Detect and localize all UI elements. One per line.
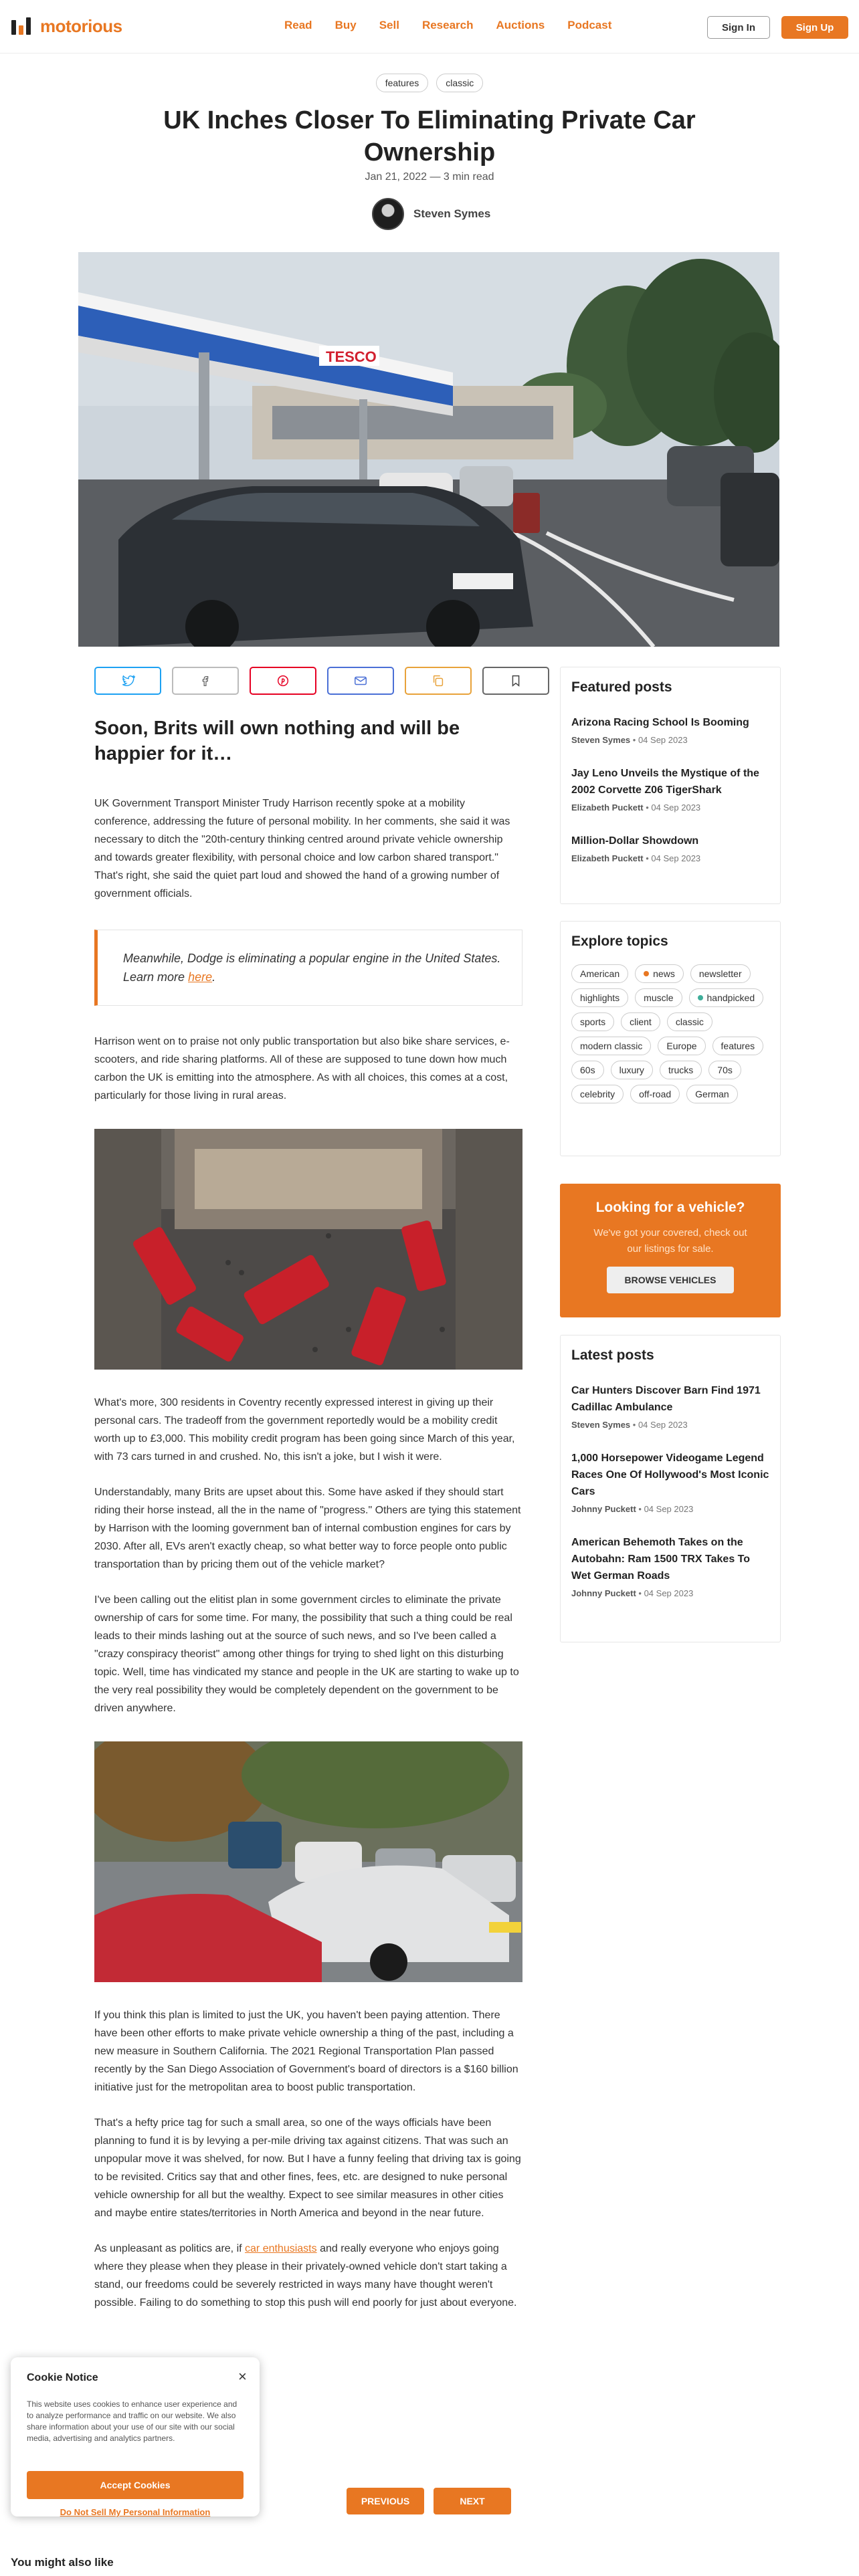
paragraph-text: and really everyone who enjoys going where they please when they please in their privately-owned vehicle don't start taking a stand, our freedoms could be severely restricted in ways many have thought weren't possible. Failing to do something to stop this push will end poorly for just about everyone. [94, 2243, 517, 2309]
topic-client[interactable]: client [621, 1012, 660, 1031]
explore-topics-title: Explore topics [571, 934, 668, 949]
logo-text: motorious [40, 15, 122, 36]
nav-podcast[interactable]: Podcast [567, 19, 612, 31]
tag-features[interactable]: features [376, 74, 429, 92]
sign-up-button[interactable]: Sign Up [781, 16, 848, 39]
site-header [0, 0, 859, 53]
topic-label: handpicked [706, 992, 755, 1003]
paragraph-text: As unpleasant as politics are, if [94, 2243, 246, 2254]
topic-classic[interactable]: classic [667, 1012, 712, 1031]
post-meta: Johnny Puckett • 04 Sep 2023 [571, 1588, 694, 1598]
sign-in-button[interactable]: Sign In [707, 16, 770, 39]
vehicle-promo-title: Looking for a vehicle? [595, 1200, 745, 1215]
latest-post[interactable] [561, 1534, 780, 1598]
cookie-text: This website uses cookies to enhance user experience and to analyze performance and traffic on our website. We also share information about your use of our site with our social media, advertising and analytics partners. [27, 2399, 237, 2443]
email-icon [353, 673, 368, 688]
post-date: 04 Sep 2023 [644, 1504, 694, 1514]
post-date: 04 Sep 2023 [651, 853, 701, 863]
post-title[interactable]: American Behemoth Takes on the Autobahn: Ram 1500 TRX Takes To Wet German Roads [571, 1537, 751, 1582]
vehicle-promo [560, 1184, 781, 1317]
share-email-button[interactable] [327, 667, 394, 695]
logo-icon [11, 15, 33, 37]
hero-illustration [78, 252, 779, 647]
car-enthusiasts-link[interactable]: car enthusiasts [245, 2243, 317, 2254]
copy-icon [431, 673, 446, 688]
you-might-also-like-heading: You might also like [11, 2556, 114, 2569]
author-avatar [372, 198, 404, 230]
post-title[interactable]: Jay Leno Unveils the Mystique of the 2002 Corvette Z06 TigerShark [571, 768, 759, 796]
latest-post[interactable] [561, 1450, 780, 1514]
post-title[interactable]: Car Hunters Discover Barn Find 1971 Cadillac Ambulance [571, 1385, 761, 1413]
paragraph: If you think this plan is limited to just the UK, you haven't been paying attention. There have been other efforts to make private vehicle ownership a thing of the past, including a new measure in Southern California. The 2021 Regional Transportation Plan passed recently by the San Diego Association of Government's board of directors is a $160 billion initiative just for the metropolitan area to boost public transportation. [94, 2010, 518, 2093]
share-copy-button[interactable] [405, 667, 472, 695]
article-image-queue [94, 1741, 522, 1982]
topic-celebrity[interactable]: celebrity [571, 1085, 624, 1103]
twitter-icon [120, 673, 135, 688]
featured-post[interactable] [561, 833, 780, 863]
topic-off-road[interactable]: off-road [630, 1085, 680, 1103]
post-meta: Steven Symes • 04 Sep 2023 [571, 1420, 688, 1430]
cookie-notice [11, 2357, 260, 2516]
post-date: 04 Sep 2023 [651, 802, 701, 813]
post-date: 04 Sep 2023 [638, 1420, 688, 1430]
read-time: 3 min read [443, 171, 494, 183]
paragraph: Harrison went on to praise not only public transportation but also bike share services, e-scooters, and ride sharing platforms. All of these are supposed to tune down how much carbon the UK is emitting into the atmosphere. As with all choices, this comes at a cost, particularly for those living in rural areas. [94, 1036, 510, 1101]
post-author: Steven Symes [571, 735, 631, 745]
post-author: Johnny Puckett [571, 1504, 636, 1514]
paragraph: What's more, 300 residents in Coventry recently expressed interest in giving up their personal cars. The tradeoff from the government reportedly would be a mobility credit worth up to £3,000. This mobility credit program has been going since March of this year, with 73 cars turned in and crushed. No, this isn't a joke, but I wish it were. [94, 1397, 515, 1463]
post-meta: Elizabeth Puckett • 04 Sep 2023 [571, 853, 701, 863]
callout-link[interactable]: here [188, 970, 213, 984]
bookmark-button[interactable] [482, 667, 549, 695]
topic-american[interactable]: American [571, 964, 628, 983]
main-nav [273, 19, 623, 32]
topic-news[interactable] [635, 964, 684, 983]
topic-luxury[interactable]: luxury [611, 1061, 653, 1079]
meta-separator: — [430, 171, 444, 183]
author-name: Steven Symes [413, 207, 491, 220]
article-subtitle: Soon, Brits will own nothing and will be happier for it… [94, 718, 460, 764]
queue-illustration [94, 1741, 522, 1982]
logo[interactable] [11, 15, 122, 37]
bookmark-icon [508, 673, 523, 688]
paragraph: Understandably, many Brits are upset about this. Some have asked if they should start riding their horse instead, all the in the name of "progress." Others are tying this statement by Harrison with the looming government ban of internal combustion engines for cars by 2030. After all, EVs aren't exactly cheap, so what better way to force people onto public transportation than by pricing them out of the vehicle market? [94, 1487, 521, 1570]
topic-handpicked[interactable] [689, 988, 764, 1007]
post-title[interactable]: Million-Dollar Showdown [571, 835, 699, 847]
previous-button[interactable]: PREVIOUS [347, 2488, 424, 2514]
nav-research[interactable]: Research [421, 19, 474, 31]
featured-post[interactable] [561, 714, 780, 745]
post-title[interactable]: Arizona Racing School Is Booming [571, 717, 749, 728]
topic-muscle[interactable]: muscle [635, 988, 682, 1007]
latest-posts-title: Latest posts [571, 1348, 654, 1363]
share-bar [94, 667, 549, 695]
latest-posts-card [560, 1335, 781, 1642]
paragraph: UK Government Transport Minister Trudy Harrison recently spoke at a mobility conference, addressing the future of personal mobility. In her comments, she said it was necessary to ditch the "20th-century thinking centred around private vehicle ownership and towards greater flexibility, with personal choice and low carbon shared transport." That's right, she said the quiet part loud and showed the hand of a growing number of government officials. [94, 798, 510, 899]
post-author: Steven Symes [571, 1420, 631, 1430]
article-date: Jan 21, 2022 [365, 171, 427, 183]
post-author: Elizabeth Puckett [571, 802, 644, 813]
topic-features[interactable]: features [712, 1037, 764, 1055]
close-icon[interactable]: × [238, 2368, 247, 2385]
cookie-title: Cookie Notice [27, 2372, 98, 2383]
paragraph [94, 2240, 522, 2312]
latest-post[interactable] [561, 1382, 780, 1430]
topic-label: news [653, 968, 675, 979]
share-twitter-button[interactable] [94, 667, 161, 695]
nav-read[interactable]: Read [284, 19, 312, 31]
topic-modern-classic[interactable]: modern classic [571, 1037, 651, 1055]
post-title[interactable]: 1,000 Horsepower Videogame Legend Races One Of Hollywood's Most Iconic Cars [571, 1453, 769, 1497]
next-button[interactable]: NEXT [434, 2488, 511, 2514]
article-body [94, 716, 522, 2312]
featured-posts-card [560, 667, 781, 904]
post-meta: Steven Symes • 04 Sep 2023 [571, 735, 688, 745]
facebook-icon [198, 673, 213, 688]
do-not-sell-link[interactable]: Do Not Sell My Personal Information [60, 2507, 211, 2517]
browse-vehicles-button[interactable]: BROWSE VEHICLES [607, 1267, 734, 1293]
pinterest-icon [276, 673, 290, 688]
article-image-london [94, 1129, 522, 1370]
topic-highlights[interactable]: highlights [571, 988, 628, 1007]
london-illustration [94, 1129, 522, 1370]
featured-post[interactable] [561, 765, 780, 813]
hero-sign-text: TESCO [326, 348, 377, 365]
topic-sports[interactable]: sports [571, 1012, 614, 1031]
topic-list [561, 964, 780, 1103]
callout-box [94, 930, 522, 1006]
vehicle-promo-text: We've got your covered, check out our listings for sale. [593, 1227, 747, 1255]
topic-german[interactable]: German [686, 1085, 738, 1103]
share-pinterest-button[interactable] [250, 667, 316, 695]
post-meta: Johnny Puckett • 04 Sep 2023 [571, 1504, 694, 1514]
callout-text: Meanwhile, Dodge is eliminating a popular engine in the United States. Learn more [123, 952, 501, 984]
topic-newsletter[interactable]: newsletter [690, 964, 751, 983]
nav-sell[interactable]: Sell [379, 19, 399, 31]
tag-classic[interactable]: classic [436, 74, 483, 92]
handpicked-dot-icon [698, 995, 703, 1000]
featured-posts-title: Featured posts [571, 679, 672, 695]
topic-europe[interactable]: Europe [658, 1037, 705, 1055]
paragraph: That's a hefty price tag for such a small area, so one of the ways officials have been planning to fund it is by levying a per-mile driving tax against citizens. That was such an unpopular move it was shelved, for now. But I have a funny feeling that driving tax is going to be revisited. Critics say that and other fines, fees, etc. are designed to nuke personal vehicle ownership for all but the wealthy. Expect to see similar measures in other cities and maybe entire states/territories in North America and beyond in the near future. [94, 2117, 521, 2219]
author-block[interactable] [372, 198, 490, 230]
news-dot-icon [644, 971, 649, 976]
post-meta: Elizabeth Puckett • 04 Sep 2023 [571, 802, 701, 813]
post-author: Johnny Puckett [571, 1588, 636, 1598]
callout-period: . [212, 970, 216, 984]
post-date: 04 Sep 2023 [638, 735, 688, 745]
explore-topics-card [560, 921, 781, 1156]
paragraph: I've been calling out the elitist plan in some government circles to eliminate the private ownership of cars for some time. For many, the possibility that such a thing could be real leads to their minds lashing out at the source of such news, and so I've been called a "crazy conspiracy theorist" among other things for trying to shed light on this disturbing topic. Well, time has vindicated my stance and people in the UK are starting to wake up to the very real possibility they would be completely dependent on the government to be driven anywhere. [94, 1594, 519, 1714]
post-author: Elizabeth Puckett [571, 853, 644, 863]
topic-trucks[interactable]: trucks [660, 1061, 702, 1079]
accept-cookies-button[interactable]: Accept Cookies [27, 2471, 244, 2499]
topic-70s[interactable]: 70s [708, 1061, 741, 1079]
nav-auctions[interactable]: Auctions [496, 19, 545, 31]
article-tags [0, 74, 859, 92]
hero-image [78, 252, 779, 647]
post-date: 04 Sep 2023 [644, 1588, 694, 1598]
article-meta [0, 171, 859, 183]
nav-buy[interactable]: Buy [335, 19, 357, 31]
share-facebook-button[interactable] [172, 667, 239, 695]
article-title: UK Inches Closer To Eliminating Private Car Ownership [163, 106, 696, 167]
topic-60s[interactable]: 60s [571, 1061, 604, 1079]
